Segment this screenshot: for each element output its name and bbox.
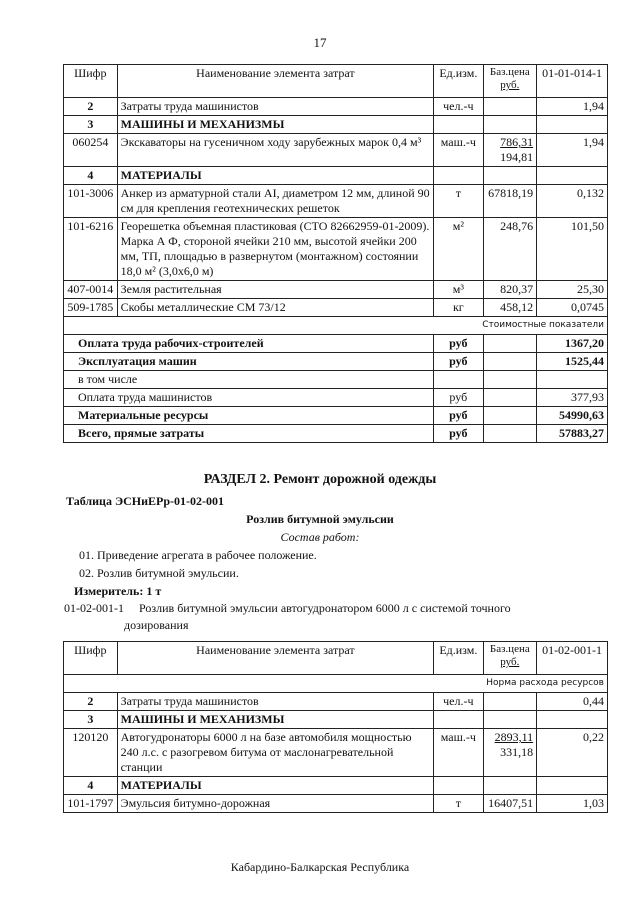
row-value [537,777,608,795]
summary-value: 1525,44 [537,353,608,371]
table-subtitle: Розлив битумной эмульсии [246,512,394,526]
summary-row [64,353,608,371]
row-code: 509-1785 [64,299,118,317]
row-unit [434,167,483,185]
item-text-cont: дозирования [124,618,189,632]
row-price [483,98,537,116]
row-unit: т [434,795,483,813]
row-price: 2893,11 331,18 [483,729,537,777]
row-value: 1,03 [537,795,608,813]
header-norm: 01-02-001-1 [537,642,608,675]
section-row [64,711,608,729]
summary-label: в том числе [64,371,434,389]
row-value: 0,22 [537,729,608,777]
row-price [483,711,537,729]
summary-unit [434,371,483,389]
header-price: Баз.цена руб. [483,642,537,675]
summary-empty [483,425,537,443]
row-unit: м³ [434,281,483,299]
row-value: 0,132 [537,185,608,218]
resource-table-2 [63,641,608,813]
summary-unit: руб [434,425,483,443]
row-code: 101-6216 [64,218,118,281]
work-item: 02. Розлив битумной эмульсии. [79,566,239,580]
summary-value: 57883,27 [537,425,608,443]
row-unit: маш.-ч [434,729,483,777]
summary-unit: руб [434,353,483,371]
table-row [64,729,608,777]
summary-row [64,389,608,407]
row-name: Экскаваторы на гусеничном ходу зарубежных марок 0,4 м³ [117,134,434,167]
row-name: МАТЕРИАЛЫ [117,777,434,795]
row-value: 0,44 [537,693,608,711]
row-code: 2 [64,98,118,116]
table-row [64,795,608,813]
row-value: 0,0745 [537,299,608,317]
summary-empty [483,353,537,371]
summary-value: 1367,20 [537,335,608,353]
summary-label: Оплата труда машинистов [64,389,434,407]
row-price: 786,31 194,81 [483,134,537,167]
table-row [64,98,608,116]
row-price: 16407,51 [483,795,537,813]
row-code: 060254 [64,134,118,167]
row-unit: кг [434,299,483,317]
summary-row [64,407,608,425]
norm-label-row [64,675,608,693]
header-unit: Ед.изм. [434,642,483,675]
row-name: Георешетка объемная пластиковая (СТО 82662959-01-2009). Марка А Ф, стороной ячейки 210 мм, высотой ячейки 200 мм, ТП, площадью в развернутом (монтажном) состоянии 18,0 м² (3,0х6,0 м) [117,218,434,281]
summary-empty [483,335,537,353]
summary-row [64,371,608,389]
item-text: Розлив битумной эмульсии автогудронатором 6000 л с системой точного [139,601,511,615]
row-unit: м² [434,218,483,281]
table-row [64,299,608,317]
row-code: 2 [64,693,118,711]
row-name: Автогудронаторы 6000 л на базе автомобиля мощностью 240 л.с. с разогревом битума от маслонагревательной станции [117,729,434,777]
table-header [64,65,608,98]
table-row [64,185,608,218]
row-unit: маш.-ч [434,134,483,167]
summary-body [64,335,608,443]
row-price: 458,12 [483,299,537,317]
row-name: Затраты труда машинистов [117,693,434,711]
header-name: Наименование элемента затрат [117,65,434,98]
summary-unit: руб [434,335,483,353]
section-row [64,777,608,795]
summary-unit: руб [434,407,483,425]
row-price [483,777,537,795]
row-price: 820,37 [483,281,537,299]
row-code: 407-0014 [64,281,118,299]
resource-table-1 [63,64,608,443]
cost-indicators-label: Стоимостные показатели [64,317,608,335]
header-norm: 01-01-014-1 [537,65,608,98]
row-code: 4 [64,167,118,185]
row-price: 248,76 [483,218,537,281]
row-name: Анкер из арматурной стали AI, диаметром 12 мм, длиной 90 см для крепления геотехнических решеток [117,185,434,218]
work-item: 01. Приведение агрегата в рабочее положение. [79,548,317,562]
table-row [64,218,608,281]
header-price: Баз.цена руб. [483,65,537,98]
row-unit [434,711,483,729]
section-row [64,167,608,185]
cost-indicators-row [64,317,608,335]
row-value: 1,94 [537,98,608,116]
header-name: Наименование элемента затрат [117,642,434,675]
table-id: Таблица ЭСНиЕРр-01-02-001 [66,494,225,508]
summary-label: Материальные ресурсы [64,407,434,425]
summary-row [64,425,608,443]
row-value: 1,94 [537,134,608,167]
item-code: 01-02-001-1 [64,601,124,615]
row-value: 101,50 [537,218,608,281]
page-number: 17 [313,35,327,50]
row-code: 3 [64,116,118,134]
table-body [64,693,608,813]
row-unit: чел.-ч [434,98,483,116]
meter: Измеритель: 1 т [74,584,162,598]
summary-value [537,371,608,389]
row-unit [434,777,483,795]
table-body [64,98,608,317]
row-price [483,167,537,185]
section-title: РАЗДЕЛ 2. Ремонт дорожной одежды [203,472,437,487]
row-unit: чел.-ч [434,693,483,711]
norm-label: Норма расхода ресурсов [64,675,608,693]
summary-empty [483,407,537,425]
table-header [64,642,608,675]
row-code: 3 [64,711,118,729]
summary-row [64,335,608,353]
row-price [483,693,537,711]
summary-label: Всего, прямые затраты [64,425,434,443]
works-title: Состав работ: [280,530,360,544]
row-name: МАТЕРИАЛЫ [117,167,434,185]
summary-value: 54990,63 [537,407,608,425]
table-row [64,693,608,711]
summary-label: Оплата труда рабочих-строителей [64,335,434,353]
row-value [537,711,608,729]
summary-unit: руб [434,389,483,407]
section-row [64,116,608,134]
row-price: 67818,19 [483,185,537,218]
table-row [64,281,608,299]
row-value [537,116,608,134]
summary-empty [483,389,537,407]
header-code: Шифр [64,65,118,98]
row-code: 101-1797 [64,795,118,813]
header-unit: Ед.изм. [434,65,483,98]
row-code: 101-3006 [64,185,118,218]
row-unit [434,116,483,134]
footer: Кабардино-Балкарская Республика [230,860,410,874]
row-name: МАШИНЫ И МЕХАНИЗМЫ [117,711,434,729]
summary-label: Эксплуатация машин [64,353,434,371]
row-name: МАШИНЫ И МЕХАНИЗМЫ [117,116,434,134]
header-code: Шифр [64,642,118,675]
row-name: Эмульсия битумно-дорожная [117,795,434,813]
row-name: Земля растительная [117,281,434,299]
table-row [64,134,608,167]
summary-value: 377,93 [537,389,608,407]
row-name: Скобы металлические СМ 73/12 [117,299,434,317]
row-code: 120120 [64,729,118,777]
row-code: 4 [64,777,118,795]
row-name: Затраты труда машинистов [117,98,434,116]
row-unit: т [434,185,483,218]
row-price [483,116,537,134]
summary-empty [483,371,537,389]
row-value [537,167,608,185]
row-value: 25,30 [537,281,608,299]
